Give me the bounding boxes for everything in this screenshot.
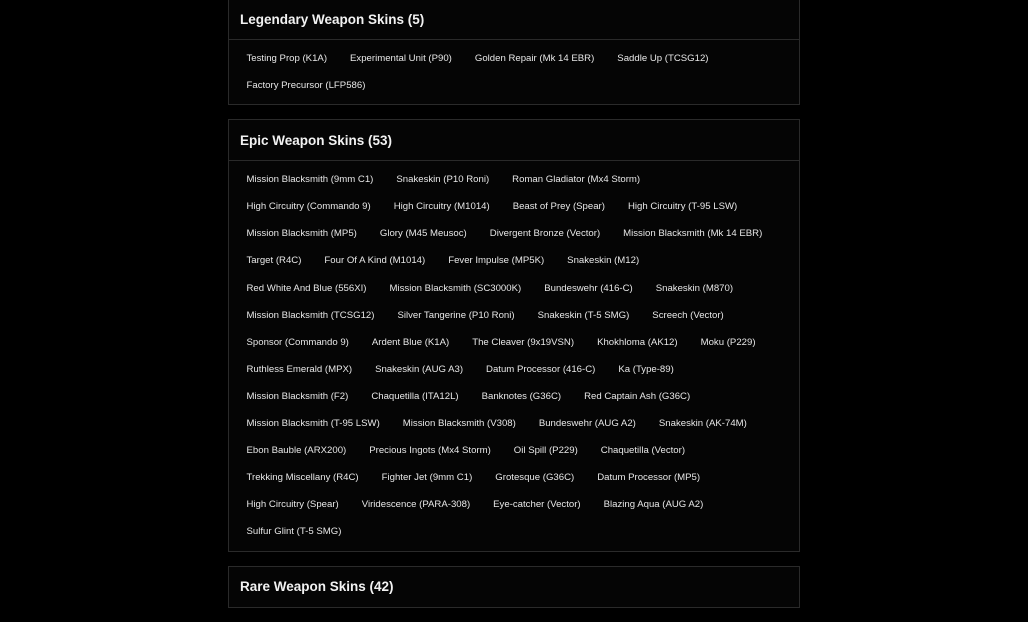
skin-item[interactable]: Grotesque (G36C)	[495, 472, 575, 484]
skin-item[interactable]: Oil Spill (P229)	[513, 445, 578, 457]
skin-item[interactable]: Blazing Aqua (AUG A2)	[603, 499, 704, 511]
section-header	[229, 0, 799, 40]
skin-item[interactable]: High Circuitry (T-95 LSW)	[627, 201, 738, 213]
epic-section	[228, 119, 800, 551]
skin-item[interactable]: Snakeskin (AUG A3)	[375, 363, 464, 375]
skin-item[interactable]: High Circuitry (Spear)	[246, 499, 339, 511]
skin-item[interactable]: Glory (M45 Meusoc)	[379, 228, 467, 240]
skin-item[interactable]: Ardent Blue (K1A)	[371, 336, 450, 348]
skin-item[interactable]: Snakeskin (M870)	[655, 282, 734, 294]
skin-item[interactable]: Target (R4C)	[246, 255, 302, 267]
section-title: Rare Weapon Skins (42)	[240, 579, 394, 594]
skin-item[interactable]: Eye-catcher (Vector)	[493, 499, 581, 511]
skin-item[interactable]: Mission Blacksmith (TCSG12)	[246, 309, 375, 321]
skins-list	[228, 0, 800, 622]
section-header	[229, 567, 799, 607]
skin-item[interactable]: Mission Blacksmith (9mm C1)	[246, 174, 374, 186]
skin-item[interactable]: Bundeswehr (AUG A2)	[538, 418, 636, 430]
skin-item[interactable]: Golden Repair (Mk 14 EBR)	[474, 53, 595, 64]
skin-item[interactable]: Snakeskin (M12)	[567, 255, 640, 267]
skin-item[interactable]: Mission Blacksmith (T-95 LSW)	[246, 418, 380, 430]
skin-item[interactable]: Saddle Up (TCSG12)	[617, 53, 709, 64]
skin-item[interactable]: Mission Blacksmith (V308)	[402, 418, 516, 430]
skin-item[interactable]: High Circuitry (Commando 9)	[246, 201, 371, 213]
section-title: Epic Weapon Skins (53)	[240, 132, 393, 148]
rare-section	[228, 566, 800, 608]
skin-item[interactable]: Datum Processor (416-C)	[486, 363, 596, 375]
skin-item[interactable]: Bundeswehr (416-C)	[544, 282, 633, 294]
skin-item[interactable]: Moku (P229)	[700, 336, 756, 348]
skin-item[interactable]: Four Of A Kind (M1014)	[324, 255, 426, 267]
skin-item[interactable]: Fever Impulse (MP5K)	[448, 255, 545, 267]
skin-item[interactable]: Testing Prop (K1A)	[246, 53, 328, 64]
skin-item[interactable]: High Circuitry (M1014)	[393, 201, 490, 213]
skin-item[interactable]: Mission Blacksmith (Mk 14 EBR)	[623, 228, 763, 240]
skin-item[interactable]: Factory Precursor (LFP586)	[246, 80, 366, 92]
skin-item[interactable]: Viridescence (PARA-308)	[361, 499, 471, 511]
skin-item[interactable]: Snakeskin (T-5 SMG)	[537, 309, 630, 321]
skin-item[interactable]: Beast of Prey (Spear)	[512, 201, 605, 213]
skin-item[interactable]: Mission Blacksmith (SC3000K)	[389, 282, 522, 294]
skin-item[interactable]: Experimental Unit (P90)	[350, 53, 452, 64]
skin-item[interactable]: Ka (Type-89)	[618, 363, 674, 375]
skin-item[interactable]: Sulfur Glint (T-5 SMG)	[246, 526, 342, 538]
section-header	[229, 120, 799, 161]
legendary-section	[228, 0, 800, 105]
skin-item[interactable]: Banknotes (G36C)	[481, 390, 562, 402]
skin-item[interactable]: Sponsor (Commando 9)	[246, 336, 349, 348]
skin-item[interactable]: Divergent Bronze (Vector)	[489, 228, 601, 240]
skin-item[interactable]: Precious Ingots (Mx4 Storm)	[369, 445, 491, 457]
skin-item[interactable]: Snakeskin (P10 Roni)	[396, 174, 490, 186]
skin-item[interactable]: Roman Gladiator (Mx4 Storm)	[512, 174, 641, 186]
skin-item[interactable]: Ruthless Emerald (MPX)	[246, 363, 353, 375]
section-items	[229, 161, 799, 550]
skin-item[interactable]: Screech (Vector)	[652, 309, 724, 321]
skin-item[interactable]: Red Captain Ash (G36C)	[584, 390, 691, 402]
section-title: Legendary Weapon Skins (5)	[240, 11, 425, 27]
section-items	[229, 40, 799, 104]
skin-item[interactable]: Fighter Jet (9mm C1)	[381, 472, 473, 484]
skin-item[interactable]: Datum Processor (MP5)	[597, 472, 701, 484]
skin-item[interactable]: Mission Blacksmith (F2)	[246, 390, 349, 402]
skin-item[interactable]: Ebon Bauble (ARX200)	[246, 445, 347, 457]
skin-item[interactable]: Snakeskin (AK-74M)	[658, 418, 747, 430]
skin-item[interactable]: The Cleaver (9x19VSN)	[472, 336, 575, 348]
skin-item[interactable]: Chaquetilla (ITA12L)	[371, 390, 459, 402]
skin-item[interactable]: Red White And Blue (556XI)	[246, 282, 367, 294]
skin-item[interactable]: Trekking Miscellany (R4C)	[246, 472, 359, 484]
skin-item[interactable]: Chaquetilla (Vector)	[600, 445, 686, 457]
skin-item[interactable]: Silver Tangerine (P10 Roni)	[397, 309, 515, 321]
skin-item[interactable]: Mission Blacksmith (MP5)	[246, 228, 357, 240]
skin-item[interactable]: Khokhloma (AK12)	[597, 336, 678, 348]
